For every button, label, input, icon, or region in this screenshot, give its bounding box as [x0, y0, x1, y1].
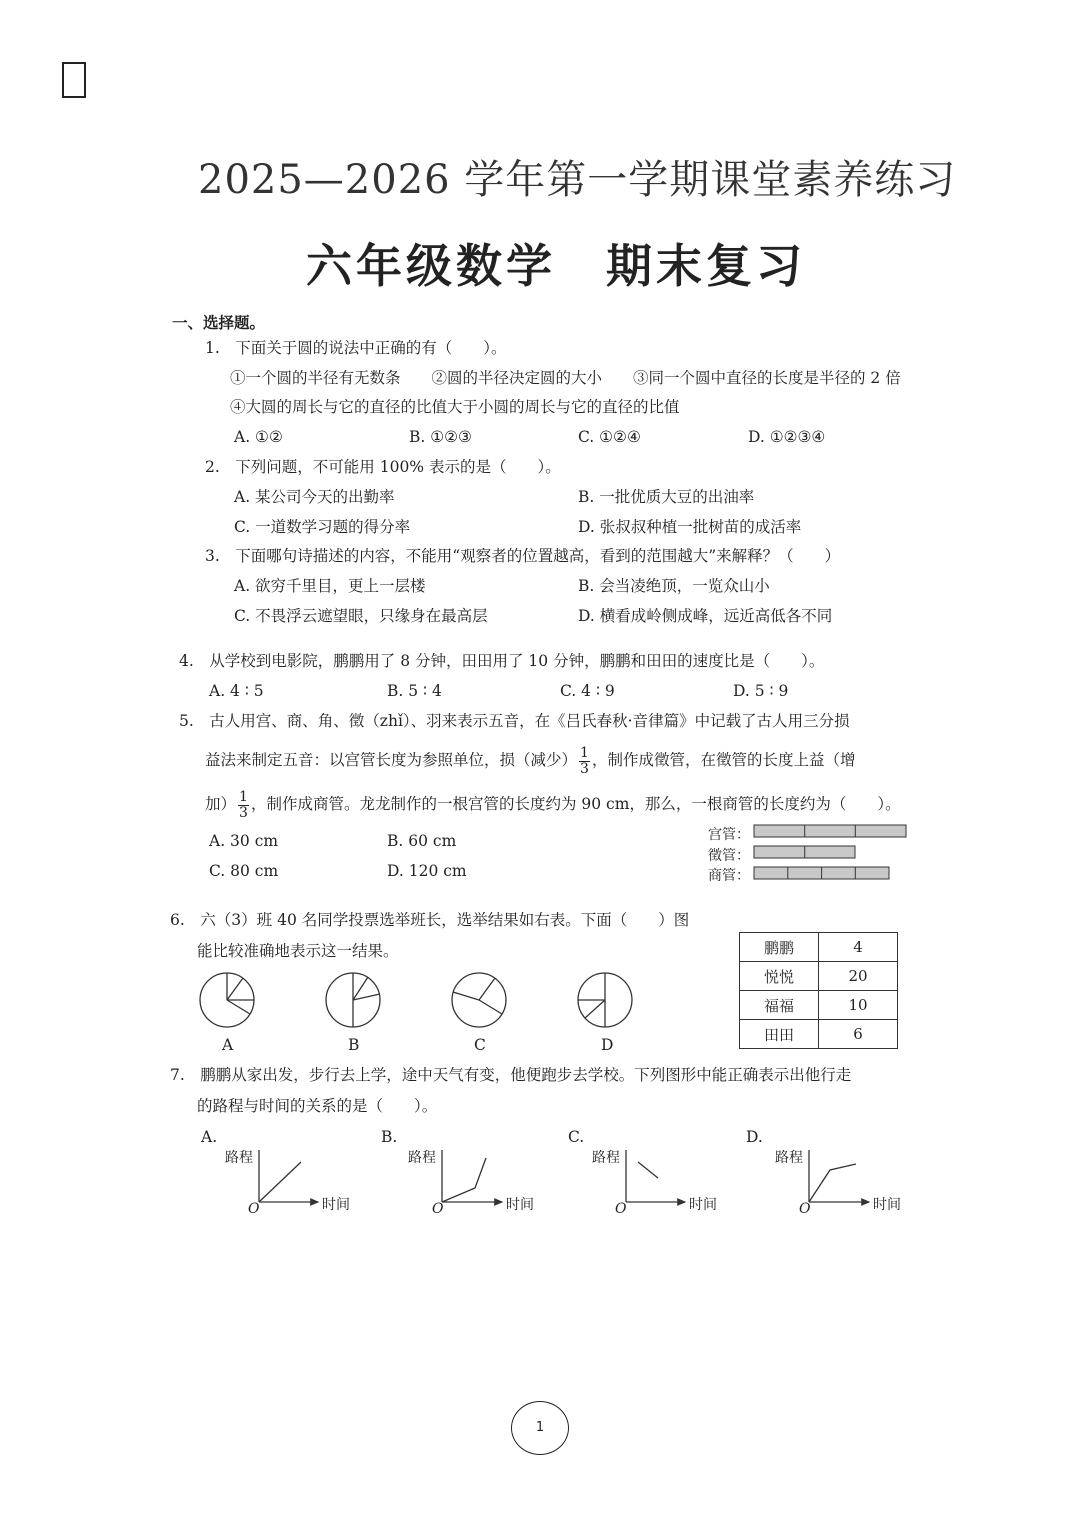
q5-option-d: D. 120 cm: [387, 862, 467, 880]
page-title: 2025—2026 学年第一学期课堂素养练习: [198, 157, 957, 203]
x-axis-label: 时间: [506, 1197, 534, 1213]
graph-label-b: B.: [381, 1128, 398, 1146]
page-subtitle: 六年级数学 期末复习: [306, 239, 806, 293]
pie-d: [578, 973, 632, 1027]
q5-option-c: C. 80 cm: [209, 862, 279, 880]
q7-stem-line: 7. 鹏鹏从家出发，步行去上学，途中天气有变，他便跑步去学校。下列图形中能正确表示出他行走: [170, 1066, 852, 1084]
origin-label: O: [615, 1201, 627, 1217]
fraction-one-third: $\frac{1}{3}$: [580, 745, 589, 777]
q1-option-b: B. ①②③: [409, 428, 472, 446]
x-axis-label: 时间: [322, 1197, 350, 1213]
section-heading: 一、选择题。: [172, 313, 266, 332]
bar-label-shang: 商管：: [708, 868, 750, 884]
graph-label-d: D.: [746, 1128, 763, 1146]
corner-marker: [62, 62, 86, 98]
y-axis-label: 路程: [592, 1150, 620, 1166]
q2-option-a: A. 某公司今天的出勤率: [234, 488, 395, 506]
graph-label-a: A.: [201, 1128, 218, 1146]
q2-option-d: D. 张叔叔种植一批树苗的成活率: [578, 518, 802, 536]
q1-option-a: A. ①②: [234, 428, 283, 446]
q4-option-b: B. 5 ∶ 4: [387, 682, 442, 700]
q5-stem-line: 5. 古人用宫、商、角、徵（zhǐ）、羽来表示五音，在《吕氏春秋·音律篇》中记载了古人用三分损: [179, 712, 850, 730]
table-cell: 4: [819, 933, 898, 962]
q4-option-d: D. 5 ∶ 9: [733, 682, 789, 700]
pie-label-a: A: [222, 1036, 234, 1054]
q5-stem-line: 益法来制定五音：以宫管长度为参照单位，损（减少） $\frac{1}{3}$ ，制作成徵管，在徵管的长度上益（增: [205, 745, 856, 777]
pie-label-b: B: [348, 1036, 360, 1054]
pie-label-c: C: [474, 1036, 486, 1054]
q6-stem-line: 能比较准确地表示这一结果。: [197, 942, 399, 960]
pie-a: [200, 973, 254, 1027]
page-number: 1: [511, 1401, 569, 1455]
q6-stem-line: 6. 六（3）班 40 名同学投票选举班长，选举结果如右表。下面（ ）图: [170, 911, 690, 929]
pie-c: [452, 973, 506, 1027]
q3-stem: 3. 下面哪句诗描述的内容，不能用“观察者的位置越高，看到的范围越大”来解释？（ ）: [205, 547, 841, 565]
bar-gong: [754, 825, 906, 837]
fraction-one-third: $\frac{1}{3}$: [239, 789, 248, 821]
y-axis-label: 路程: [225, 1150, 253, 1166]
q3-option-a: A. 欲穷千里目，更上一层楼: [234, 577, 426, 595]
table-cell: 悦悦: [740, 962, 819, 991]
pie-b: [326, 973, 380, 1027]
bar-label-zhi: 徵管：: [708, 848, 750, 864]
table-cell: 20: [819, 962, 898, 991]
y-axis-label: 路程: [408, 1150, 436, 1166]
table-cell: 田田: [740, 1020, 819, 1049]
q3-option-c: C. 不畏浮云遮望眼，只缘身在最高层: [234, 607, 488, 625]
x-axis-label: 时间: [873, 1197, 901, 1213]
q3-option-b: B. 会当凌绝顶，一览众山小: [578, 577, 770, 595]
q2-option-c: C. 一道数学习题的得分率: [234, 518, 411, 536]
table-cell: 福福: [740, 991, 819, 1020]
q5-option-a: A. 30 cm: [209, 832, 279, 850]
q3-option-d: D. 横看成岭侧成峰，远近高低各不同: [578, 607, 833, 625]
graph-d: [809, 1150, 869, 1202]
q1-statement-line: ①一个圆的半径有无数条 ②圆的半径决定圆的大小 ③同一个圆中直径的长度是半径的 2 倍: [230, 369, 901, 387]
q7-stem-line: 的路程与时间的关系的是（ ）。: [197, 1097, 438, 1115]
q4-option-c: C. 4 ∶ 9: [560, 682, 615, 700]
q4-option-a: A. 4 ∶ 5: [209, 682, 264, 700]
x-axis-label: 时间: [689, 1197, 717, 1213]
origin-label: O: [799, 1201, 811, 1217]
pie-label-d: D: [601, 1036, 614, 1054]
bar-label-gong: 宫管：: [708, 827, 750, 843]
q5-option-b: B. 60 cm: [387, 832, 457, 850]
table-cell: 10: [819, 991, 898, 1020]
table-row: [740, 962, 898, 991]
y-axis-label: 路程: [775, 1150, 803, 1166]
pipe-length-bars: [750, 822, 912, 884]
q2-stem: 2. 下列问题，不可能用 100% 表示的是（ ）。: [205, 458, 561, 476]
q1-option-d: D. ①②③④: [748, 428, 826, 446]
q1-option-c: C. ①②④: [578, 428, 641, 446]
q1-stem: 1. 下面关于圆的说法中正确的有（ ）。: [205, 339, 507, 357]
distance-time-graphs: [240, 1140, 900, 1210]
table-cell: 鹏鹏: [740, 933, 819, 962]
pie-options: [195, 968, 645, 1032]
vote-table: [739, 932, 898, 1049]
origin-label: O: [248, 1201, 260, 1217]
q1-statement-line: ④大圆的周长与它的直径的比值大于小圆的周长与它的直径的比值: [230, 398, 680, 416]
table-cell: 6: [819, 1020, 898, 1049]
graph-b: [442, 1150, 502, 1202]
graph-label-c: C.: [568, 1128, 585, 1146]
graph-a: [259, 1150, 318, 1202]
q4-stem: 4. 从学校到电影院，鹏鹏用了 8 分钟，田田用了 10 分钟，鹏鹏和田田的速度比是（ ）。: [179, 652, 825, 670]
graph-c: [626, 1150, 685, 1202]
table-row: [740, 933, 898, 962]
table-row: [740, 991, 898, 1020]
table-row: [740, 1020, 898, 1049]
origin-label: O: [432, 1201, 444, 1217]
q5-stem-line: 加） $\frac{1}{3}$ ，制作成商管。龙龙制作的一根宫管的长度约为 90 cm，那么，一根商管的长度约为（ ）。: [205, 789, 901, 821]
q2-option-b: B. 一批优质大豆的出油率: [578, 488, 755, 506]
